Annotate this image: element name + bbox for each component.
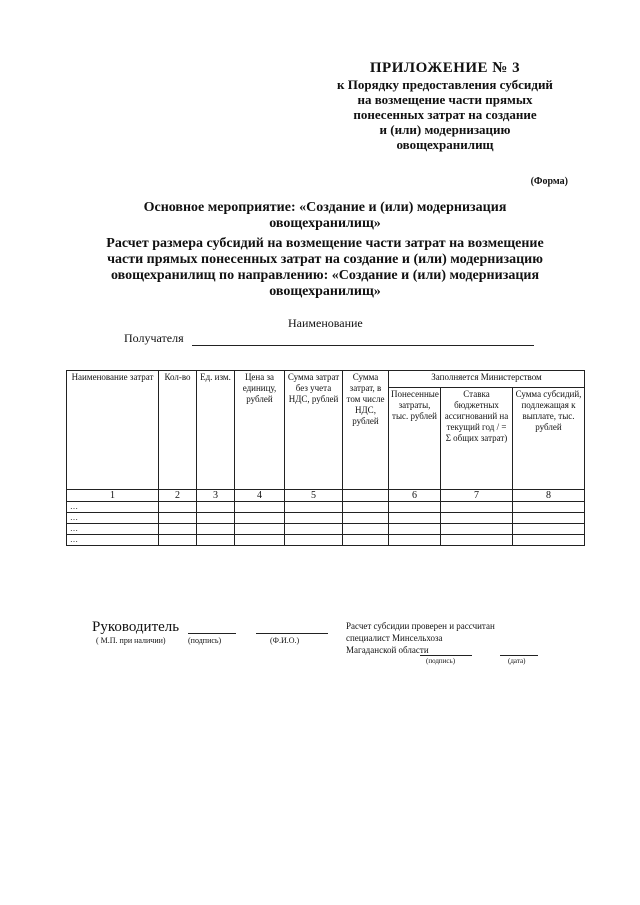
table-cell[interactable] xyxy=(343,524,389,535)
col-header-cost-name: Наименование затрат xyxy=(67,371,159,490)
appendix-number: ПРИЛОЖЕНИЕ № 3 xyxy=(369,60,521,76)
table-cell[interactable] xyxy=(235,535,285,546)
table-cell[interactable] xyxy=(389,502,441,513)
table-cell[interactable] xyxy=(285,513,343,524)
specialist-date-caption: (дата) xyxy=(508,657,526,665)
column-number: 5 xyxy=(285,490,343,502)
calculation-heading xyxy=(60,236,590,300)
table-cell[interactable] xyxy=(513,502,585,513)
main-activity-heading xyxy=(60,200,590,232)
heading-line: овощехранилищ» xyxy=(269,216,381,231)
col-header-sum-no-vat: Сумма затрат без учета НДС, рублей xyxy=(285,371,343,490)
check-line: Расчет субсидии проверен и рассчитан xyxy=(346,621,495,631)
heading-line: части прямых понесенных затрат на создание и (или) модернизацию xyxy=(107,252,543,267)
stamp-caption: ( М.П. при наличии) xyxy=(96,636,166,645)
fio-caption: (Ф.И.О.) xyxy=(270,636,300,645)
check-block xyxy=(346,620,495,656)
heading-line: овощехранилищ» xyxy=(269,284,381,299)
table-cell[interactable] xyxy=(235,524,285,535)
calculation-table xyxy=(66,370,585,546)
col-header-incurred-costs: Понесенные затраты, тыс. рублей xyxy=(389,388,441,490)
table-cell[interactable] xyxy=(441,502,513,513)
table-cell[interactable] xyxy=(513,535,585,546)
table-cell[interactable] xyxy=(197,513,235,524)
recipient-label: Получателя xyxy=(124,331,184,345)
table-cell[interactable]: … xyxy=(67,502,159,513)
table-cell[interactable] xyxy=(285,502,343,513)
column-number: 3 xyxy=(197,490,235,502)
table-cell[interactable] xyxy=(441,524,513,535)
head-fio-line[interactable] xyxy=(256,633,328,634)
table-header-row xyxy=(67,371,585,388)
appendix-line: на возмещение части прямых xyxy=(357,92,533,107)
heading-line: Основное мероприятие: «Создание и (или) модернизация xyxy=(143,200,507,215)
table-row xyxy=(67,502,585,513)
specialist-signature-caption: (подпись) xyxy=(426,657,456,665)
col-header-budget-rate: Ставка бюджетных ассигнований на текущий год / = Σ общих затрат) xyxy=(441,388,513,490)
table-cell[interactable] xyxy=(159,502,197,513)
column-number: 6 xyxy=(389,490,441,502)
table-row xyxy=(67,535,585,546)
col-header-ministry: Заполняется Министерством xyxy=(389,371,585,388)
table-cell[interactable] xyxy=(159,535,197,546)
appendix-block xyxy=(300,60,590,152)
table-cell[interactable] xyxy=(343,502,389,513)
table-cell[interactable] xyxy=(441,513,513,524)
col-header-quantity: Кол-во xyxy=(159,371,197,490)
table-cell[interactable] xyxy=(343,535,389,546)
check-line: специалист Минсельхоза xyxy=(346,633,443,643)
column-number xyxy=(343,490,389,502)
table-cell[interactable] xyxy=(285,524,343,535)
head-signature-line[interactable] xyxy=(188,633,236,634)
table-cell[interactable] xyxy=(285,535,343,546)
table-cell[interactable] xyxy=(197,502,235,513)
appendix-line: к Порядку предоставления субсидий xyxy=(337,77,553,92)
column-number: 7 xyxy=(441,490,513,502)
table-cell[interactable] xyxy=(197,524,235,535)
table-row xyxy=(67,513,585,524)
col-header-unit: Ед. изм. xyxy=(197,371,235,490)
column-number: 4 xyxy=(235,490,285,502)
table-cell[interactable] xyxy=(513,524,585,535)
appendix-line: и (или) модернизацию xyxy=(379,122,511,137)
check-line: Магаданской области xyxy=(346,645,429,655)
table-cell[interactable] xyxy=(513,513,585,524)
appendix-line: овощехранилищ xyxy=(396,137,494,152)
column-number: 8 xyxy=(513,490,585,502)
recipient-fill-line[interactable] xyxy=(192,345,534,346)
table-cell[interactable] xyxy=(389,524,441,535)
table-row xyxy=(67,524,585,535)
table-cell[interactable]: … xyxy=(67,524,159,535)
appendix-line: понесенных затрат на создание xyxy=(353,107,537,122)
column-number: 2 xyxy=(159,490,197,502)
specialist-signature-line[interactable] xyxy=(420,655,472,656)
table-cell[interactable]: … xyxy=(67,513,159,524)
signature-caption: (подпись) xyxy=(188,636,222,645)
table-cell[interactable]: … xyxy=(67,535,159,546)
table-cell[interactable] xyxy=(343,513,389,524)
signature-head-label: Руководитель xyxy=(92,619,180,635)
column-number: 1 xyxy=(67,490,159,502)
table-cell[interactable] xyxy=(235,502,285,513)
table-cell[interactable] xyxy=(389,535,441,546)
form-label: (Форма) xyxy=(530,176,568,187)
table-cell[interactable] xyxy=(159,513,197,524)
column-number-row xyxy=(67,490,585,502)
heading-line: Расчет размера субсидий на возмещение части затрат на возмещение xyxy=(106,236,544,251)
specialist-date-line[interactable] xyxy=(500,655,538,656)
heading-line: овощехранилищ по направлению: «Создание и (или) модернизация xyxy=(110,268,540,283)
col-header-sum-with-vat: Сумма затрат, в том числе НДС, рублей xyxy=(343,371,389,490)
table-cell[interactable] xyxy=(441,535,513,546)
table-cell[interactable] xyxy=(389,513,441,524)
col-header-subsidy-sum: Сумма субсидий, подлежащая к выплате, тыс. рублей xyxy=(513,388,585,490)
recipient-name-label: Наименование xyxy=(288,316,363,330)
table-cell[interactable] xyxy=(197,535,235,546)
table-cell[interactable] xyxy=(159,524,197,535)
col-header-price: Цена за единицу, рублей xyxy=(235,371,285,490)
table-cell[interactable] xyxy=(235,513,285,524)
